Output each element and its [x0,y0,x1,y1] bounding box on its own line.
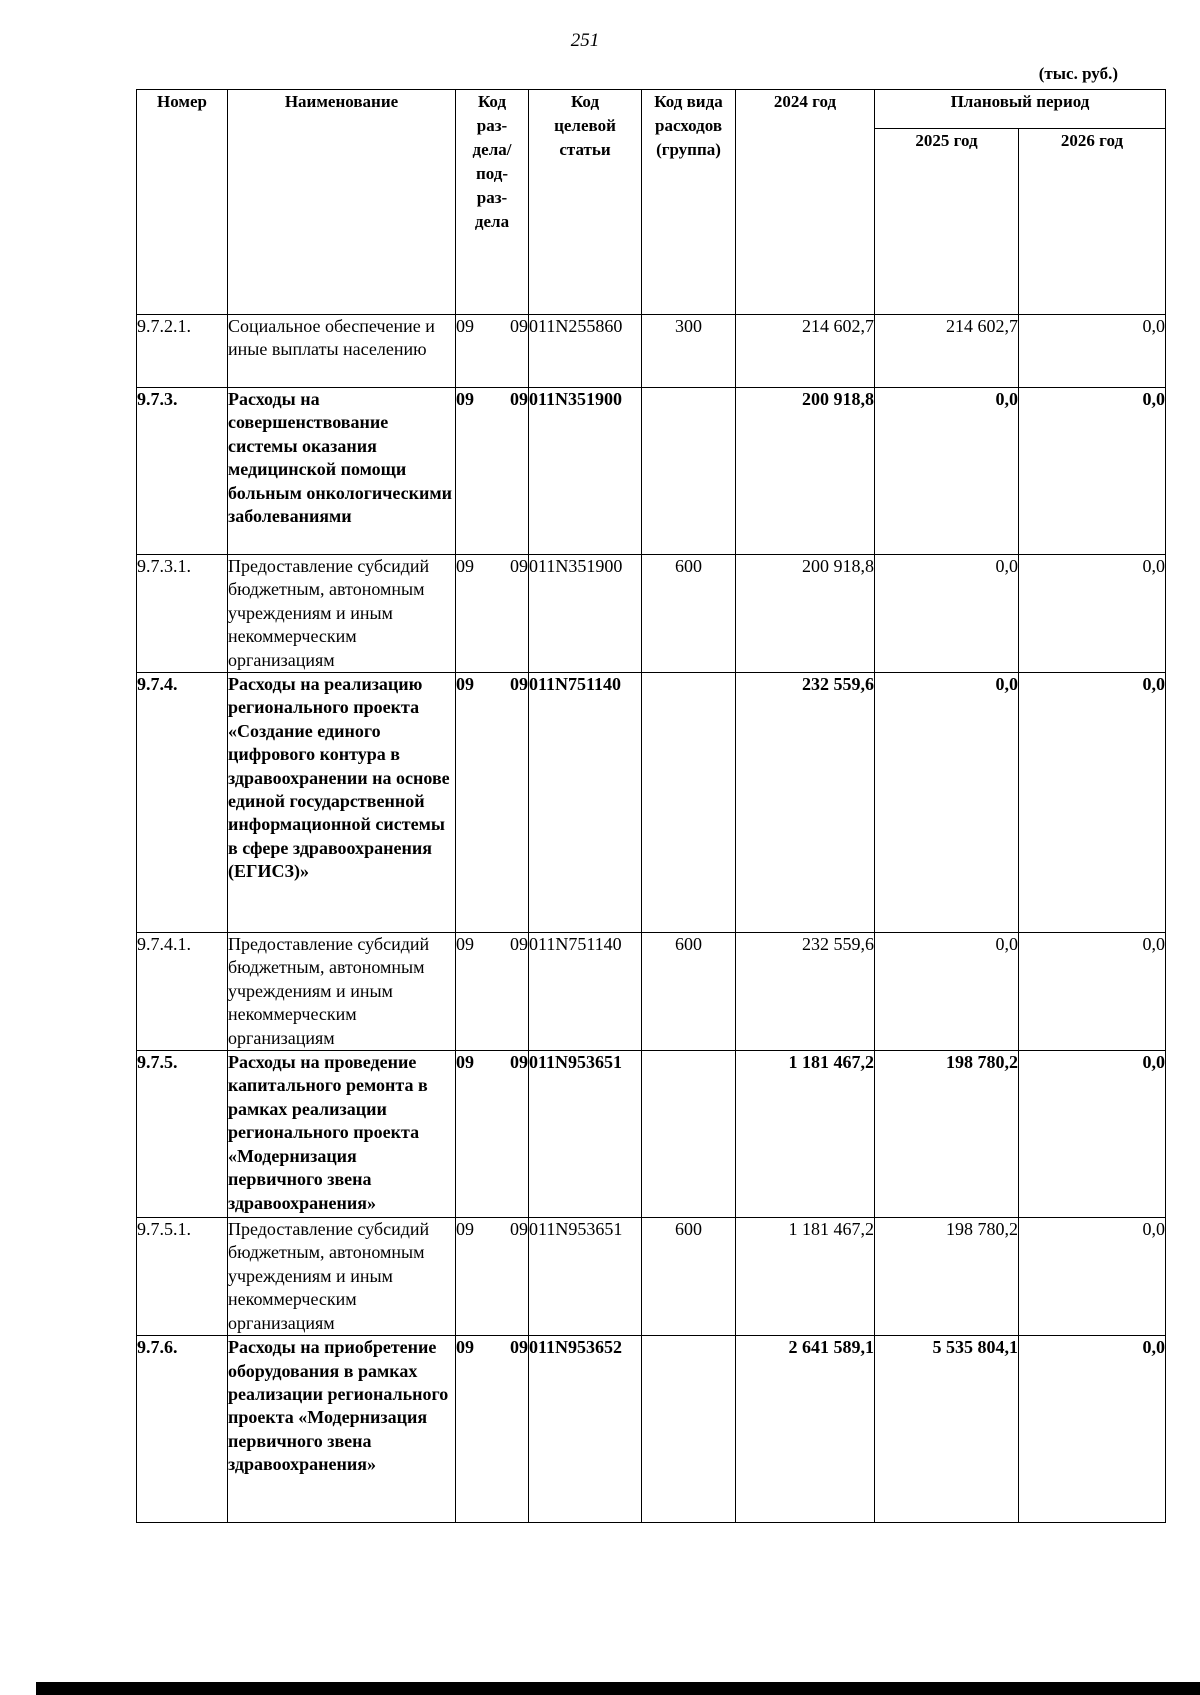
row-razdel-code: 09 [456,1337,474,1358]
row-name: Расходы на совершенствование системы оказания медицинской помощи больным онкологическими заболеваниями [228,388,456,555]
row-amount-2026: 0,0 [1019,673,1166,933]
row-razdel [456,1218,529,1336]
row-razdel [456,315,529,388]
row-number: 9.7.3. [137,388,228,555]
row-expense-type [642,673,736,933]
table-header [137,90,1166,315]
row-amount-2026: 0,0 [1019,1051,1166,1218]
row-number: 9.7.2.1. [137,315,228,388]
header-2026: 2026 год [1019,129,1166,315]
row-target-article: 011N351900 [529,388,642,555]
row-podrazdel-code: 09 [510,556,528,576]
table-row [137,315,1166,388]
row-target-article: 011N953651 [529,1218,642,1336]
row-amount-2024: 200 918,8 [736,388,875,555]
header-plan-period: Плановый период [875,90,1166,129]
row-razdel-code: 09 [456,389,474,409]
row-number: 9.7.6. [137,1336,228,1523]
row-target-article: 011N953651 [529,1051,642,1218]
header-2024: 2024 год [736,90,875,315]
row-podrazdel-code: 09 [510,934,528,955]
row-amount-2026: 0,0 [1019,388,1166,555]
row-expense-type: 600 [642,933,736,1051]
row-razdel-code: 09 [456,316,474,336]
table-row [137,673,1166,933]
row-target-article: 011N953652 [529,1336,642,1523]
row-amount-2024: 1 181 467,2 [736,1218,875,1336]
row-expense-type [642,388,736,555]
header-2025: 2025 год [875,129,1019,315]
row-expense-type: 600 [642,1218,736,1336]
row-amount-2025: 5 535 804,1 [875,1336,1019,1523]
row-razdel [456,388,529,555]
row-amount-2026: 0,0 [1019,1336,1166,1523]
row-amount-2025: 0,0 [875,555,1019,673]
row-podrazdel-code: 09 [510,389,528,409]
row-razdel-code: 09 [456,674,474,695]
table-row [137,388,1166,555]
table-body [137,315,1166,1523]
row-podrazdel-code: 09 [510,1337,528,1358]
row-amount-2026: 0,0 [1019,315,1166,388]
row-target-article: 011N751140 [529,933,642,1051]
row-amount-2025: 0,0 [875,933,1019,1051]
row-amount-2025: 198 780,2 [875,1051,1019,1218]
row-amount-2024: 232 559,6 [736,933,875,1051]
row-target-article: 011N351900 [529,555,642,673]
row-name: Расходы на приобретение оборудования в рамках реализации регионального проекта «Модернизация первичного звена здравоохранения» [228,1336,456,1523]
row-target-article: 011N751140 [529,673,642,933]
row-name: Предоставление субсидий бюджетным, автономным учреждениям и иным некоммерческим организациям [228,933,456,1051]
row-razdel [456,1336,529,1523]
row-amount-2024: 232 559,6 [736,673,875,933]
row-amount-2026: 0,0 [1019,933,1166,1051]
row-number: 9.7.5. [137,1051,228,1218]
row-amount-2024: 200 918,8 [736,555,875,673]
row-name: Расходы на реализацию регионального проекта «Создание единого цифрового контура в здравоохранении на основе единой государственной информационной системы в сфере здравоохранения (ЕГИСЗ)» [228,673,456,933]
table-row [137,555,1166,673]
row-podrazdel-code: 09 [510,316,528,336]
header-number: Номер [137,90,228,315]
table-row [137,1336,1166,1523]
row-razdel-code: 09 [456,1052,474,1073]
page-number: 251 [570,30,600,51]
row-number: 9.7.4. [137,673,228,933]
units-label: (тыс. руб.) [1038,64,1118,83]
row-razdel [456,673,529,933]
row-expense-type: 600 [642,555,736,673]
header-razdel: Код раз- дела/ под- раз- дела [456,90,529,315]
row-expense-type: 300 [642,315,736,388]
row-amount-2026: 0,0 [1019,555,1166,673]
row-razdel [456,555,529,673]
row-number: 9.7.3.1. [137,555,228,673]
row-amount-2025: 198 780,2 [875,1218,1019,1336]
row-amount-2026: 0,0 [1019,1218,1166,1336]
row-razdel-code: 09 [456,556,474,576]
table-row [137,1051,1166,1218]
row-amount-2025: 214 602,7 [875,315,1019,388]
row-name: Расходы на проведение капитального ремонта в рамках реализации регионального проекта «Модернизация первичного звена здравоохранения» [228,1051,456,1218]
row-amount-2024: 1 181 467,2 [736,1051,875,1218]
row-podrazdel-code: 09 [510,1052,528,1073]
budget-table [136,89,1166,1523]
row-razdel-code: 09 [456,934,474,955]
scan-bottom-edge [36,1682,1200,1695]
row-name: Предоставление субсидий бюджетным, автономным учреждениям и иным некоммерческим организациям [228,1218,456,1336]
row-name: Социальное обеспечение и иные выплаты населению [228,315,456,388]
row-number: 9.7.5.1. [137,1218,228,1336]
row-number: 9.7.4.1. [137,933,228,1051]
row-podrazdel-code: 09 [510,1219,528,1240]
table-row [137,933,1166,1051]
row-amount-2024: 214 602,7 [736,315,875,388]
row-target-article: 011N255860 [529,315,642,388]
row-razdel [456,1051,529,1218]
row-amount-2025: 0,0 [875,673,1019,933]
row-podrazdel-code: 09 [510,674,528,695]
row-expense-type [642,1336,736,1523]
row-razdel [456,933,529,1051]
row-expense-type [642,1051,736,1218]
row-razdel-code: 09 [456,1219,474,1240]
header-target-article: Код целевой статьи [529,90,642,315]
header-expense-type: Код вида расходов (группа) [642,90,736,315]
row-amount-2025: 0,0 [875,388,1019,555]
table-row [137,1218,1166,1336]
header-name: Наименование [228,90,456,315]
row-name: Предоставление субсидий бюджетным, автономным учреждениям и иным некоммерческим организациям [228,555,456,673]
row-amount-2024: 2 641 589,1 [736,1336,875,1523]
